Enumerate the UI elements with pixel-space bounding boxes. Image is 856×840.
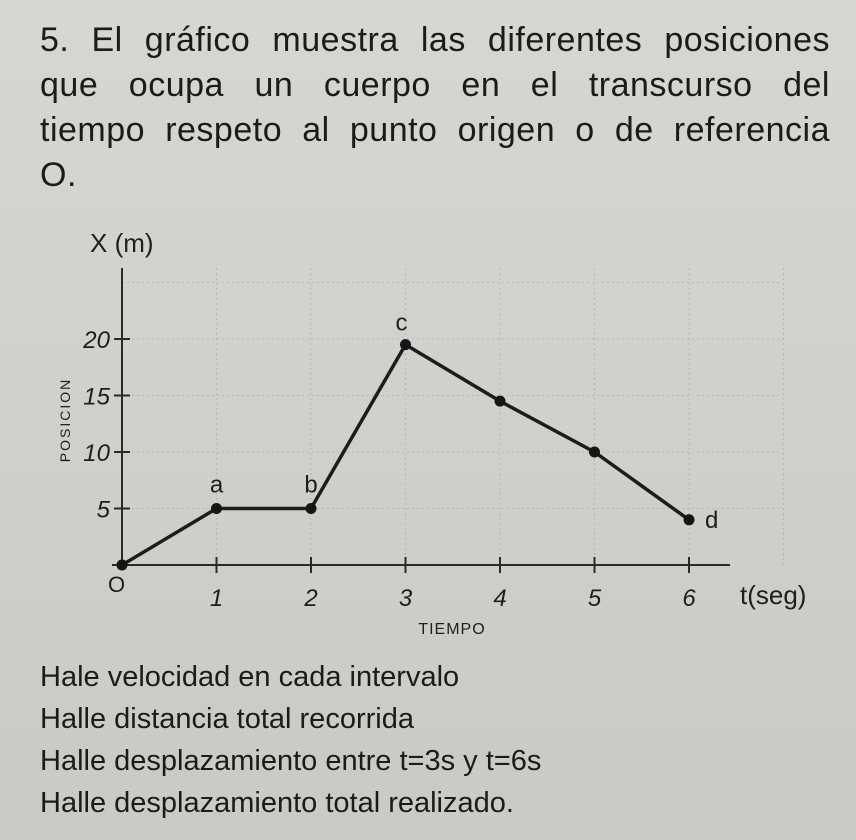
data-point bbox=[589, 447, 600, 458]
x-tick-label: 3 bbox=[398, 585, 413, 612]
data-point bbox=[400, 339, 411, 350]
x-axis-label: t(seg) bbox=[740, 580, 807, 610]
y-tick-label: 10 bbox=[83, 440, 110, 467]
question-item: Halle desplazamiento entre t=3s y t=6s bbox=[40, 745, 542, 777]
y-axis-side-label: POSICION bbox=[57, 377, 73, 463]
question-list bbox=[40, 656, 541, 824]
y-tick-label: 5 bbox=[96, 496, 110, 524]
y-axis-label: X (m) bbox=[90, 228, 154, 258]
data-point bbox=[684, 514, 695, 525]
y-tick-label: 20 bbox=[83, 327, 110, 354]
point-label-a: a bbox=[209, 471, 224, 499]
point-label-b: b bbox=[304, 471, 318, 499]
chart-labels bbox=[57, 228, 806, 638]
problem-line-3: tiempo respeto al punto origen o de referencia bbox=[40, 111, 830, 149]
y-tick-label: 15 bbox=[83, 383, 110, 411]
data-point bbox=[495, 396, 506, 407]
axes bbox=[112, 268, 730, 565]
data-points bbox=[117, 310, 719, 571]
question-item: Halle desplazamiento total realizado. bbox=[40, 787, 514, 819]
data-point bbox=[211, 503, 222, 514]
x-axis-bottom-label: TIEMPO bbox=[418, 621, 486, 638]
x-tick-label: 2 bbox=[304, 585, 318, 612]
point-label-c: c bbox=[395, 309, 408, 337]
problem-line-4: O. bbox=[40, 156, 77, 194]
origin-label: O bbox=[108, 572, 126, 597]
data-point bbox=[306, 503, 317, 514]
x-tick-label: 4 bbox=[493, 585, 507, 612]
problem-line-1: 5. El gráfico muestra las diferentes posiciones bbox=[40, 21, 830, 59]
problem-line-2: que ocupa un cuerpo en el transcurso del bbox=[40, 66, 830, 104]
x-tick-label: 5 bbox=[587, 585, 602, 612]
question-item: Hale velocidad en cada intervalo bbox=[40, 661, 460, 693]
question-item: Halle distancia total recorrida bbox=[40, 703, 414, 735]
x-tick-label: 1 bbox=[209, 585, 224, 612]
x-tick-label: 6 bbox=[682, 585, 696, 612]
point-label-d: d bbox=[705, 506, 719, 534]
data-point bbox=[117, 560, 128, 571]
